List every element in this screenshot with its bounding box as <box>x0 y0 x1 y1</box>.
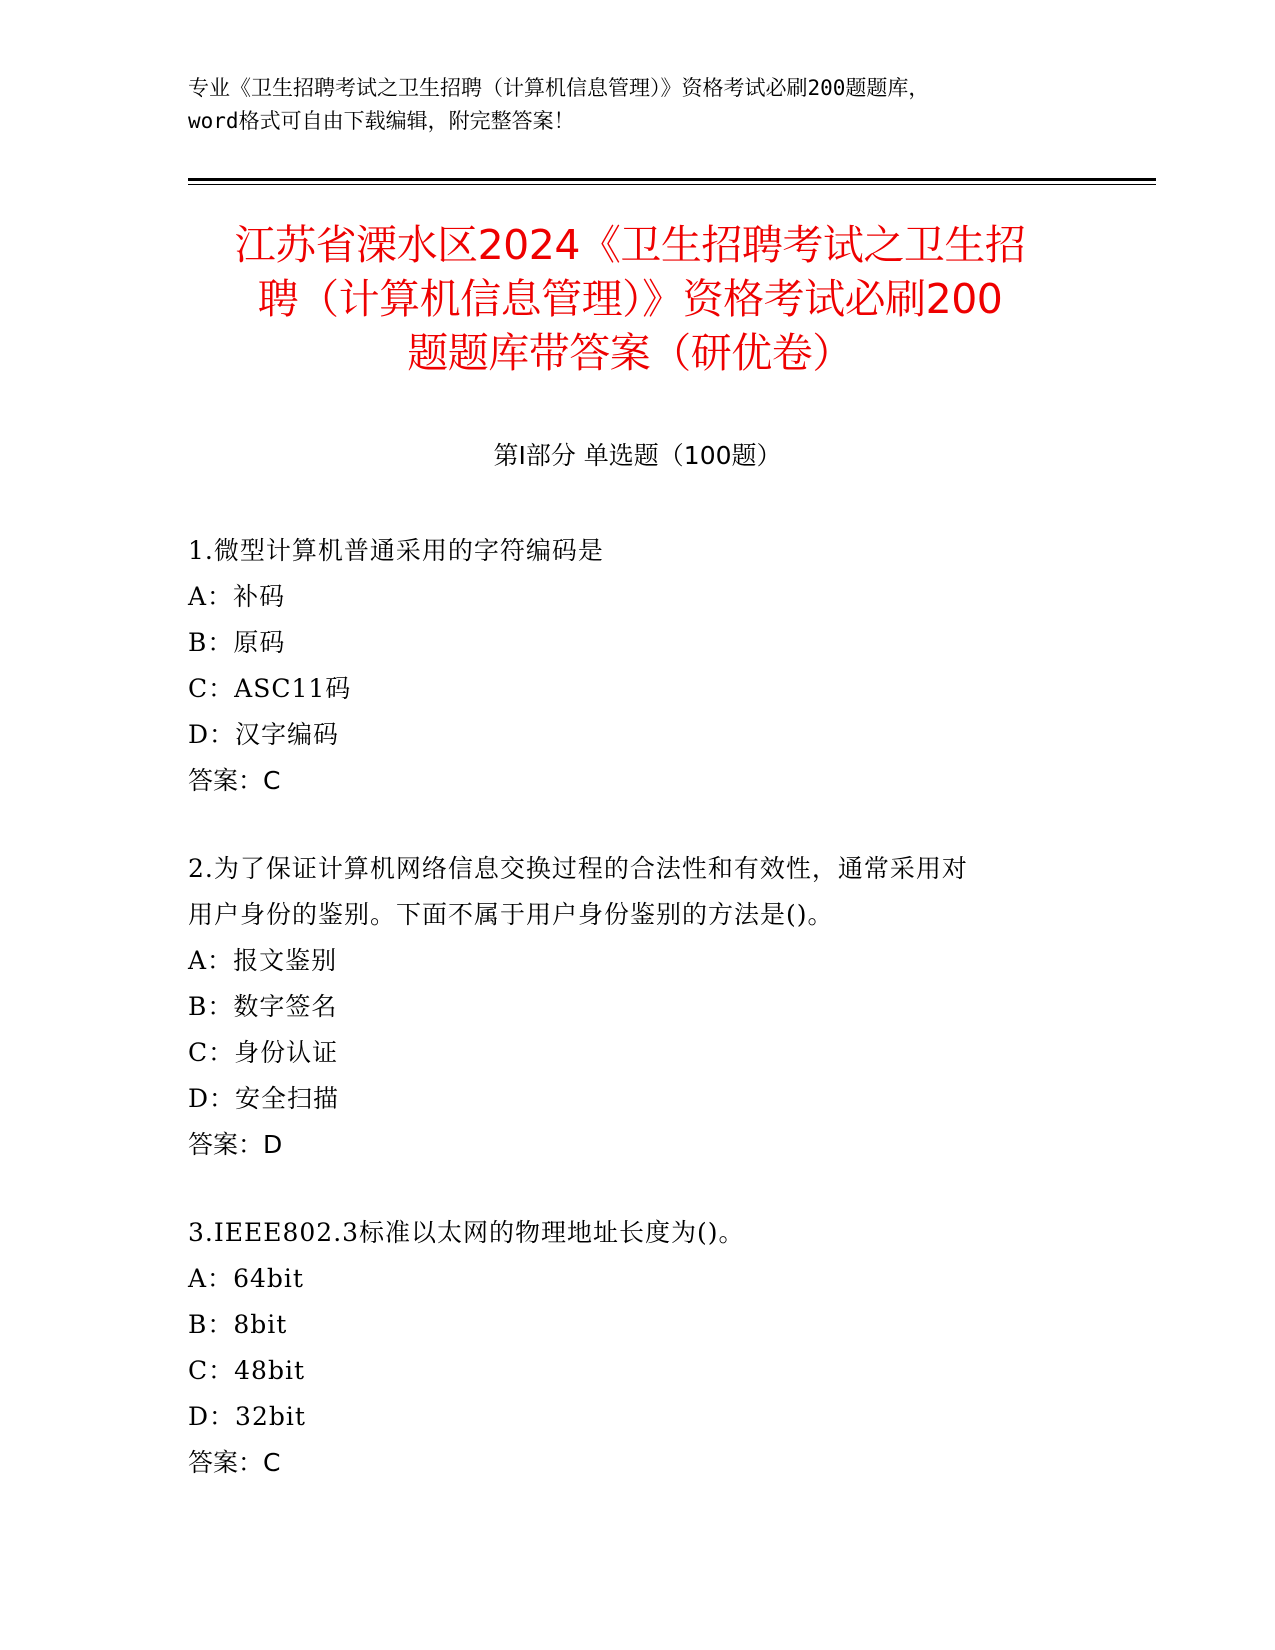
answer-option <box>188 1256 1088 1302</box>
option-text: ASC11码 <box>234 674 352 703</box>
option-key: B： <box>188 1310 234 1339</box>
option-text: 安全扫描 <box>235 1084 340 1113</box>
answer-option <box>188 984 1088 1030</box>
title-line-2: 聘（计算机信息管理）》资格考试必刷200 <box>257 275 1003 323</box>
answer-option <box>188 666 1088 712</box>
answer-option <box>188 620 1088 666</box>
option-key: B： <box>188 992 234 1021</box>
question-item <box>188 846 1088 1168</box>
option-key: A： <box>188 582 234 611</box>
intro-line-2: word格式可自由下载编辑，附完整答案！ <box>188 109 575 133</box>
answer-option <box>188 1348 1088 1394</box>
question-stem: 3.IEEE802.3标准以太网的物理地址长度为()。 <box>188 1218 745 1247</box>
answer-key: 答案：C <box>188 1448 281 1477</box>
header-divider-thin <box>188 184 1156 185</box>
option-key: A： <box>188 1264 234 1293</box>
header-divider-thick <box>188 178 1156 181</box>
option-key: D： <box>188 1402 236 1431</box>
option-key: D： <box>188 720 236 749</box>
question-list <box>188 528 1088 1528</box>
intro-line-1: 专业《卫生招聘考试之卫生招聘（计算机信息管理）》资格考试必刷200题题库， <box>188 76 930 100</box>
question-stem: 2.为了保证计算机网络信息交换过程的合法性和有效性，通常采用对 <box>188 854 968 883</box>
option-text: 报文鉴别 <box>233 946 338 975</box>
option-text: 8bit <box>233 1310 288 1339</box>
option-text: 48bit <box>234 1356 305 1385</box>
option-text: 身份认证 <box>234 1038 339 1067</box>
document-intro <box>188 72 1088 138</box>
option-key: C： <box>188 674 235 703</box>
answer-option <box>188 1030 1088 1076</box>
option-text: 汉字编码 <box>235 720 340 749</box>
option-key: A： <box>188 946 234 975</box>
answer-key: 答案：C <box>188 766 281 795</box>
option-text: 64bit <box>233 1264 304 1293</box>
answer-option <box>188 1076 1088 1122</box>
answer-option <box>188 1302 1088 1348</box>
option-text: 原码 <box>233 628 286 657</box>
question-stem: 用户身份的鉴别。下面不属于用户身份鉴别的方法是()。 <box>188 900 834 929</box>
answer-option <box>188 938 1088 984</box>
document-title <box>180 218 1080 380</box>
option-text: 补码 <box>233 582 286 611</box>
option-key: B： <box>188 628 234 657</box>
answer-option <box>188 574 1088 620</box>
question-item <box>188 528 1088 804</box>
option-key: C： <box>188 1038 235 1067</box>
question-item <box>188 1210 1088 1486</box>
answer-key: 答案：D <box>188 1130 283 1159</box>
option-text: 32bit <box>235 1402 306 1431</box>
option-text: 数字签名 <box>233 992 338 1021</box>
question-stem: 1.微型计算机普通采用的字符编码是 <box>188 536 604 565</box>
title-line-1: 江苏省溧水区2024《卫生招聘考试之卫生招 <box>234 221 1026 269</box>
answer-option <box>188 1394 1088 1440</box>
section-heading: 第Ⅰ部分 单选题（100题） <box>493 441 782 470</box>
title-line-3: 题题库带答案（研优卷） <box>407 329 853 377</box>
option-key: C： <box>188 1356 235 1385</box>
answer-option <box>188 712 1088 758</box>
option-key: D： <box>188 1084 236 1113</box>
